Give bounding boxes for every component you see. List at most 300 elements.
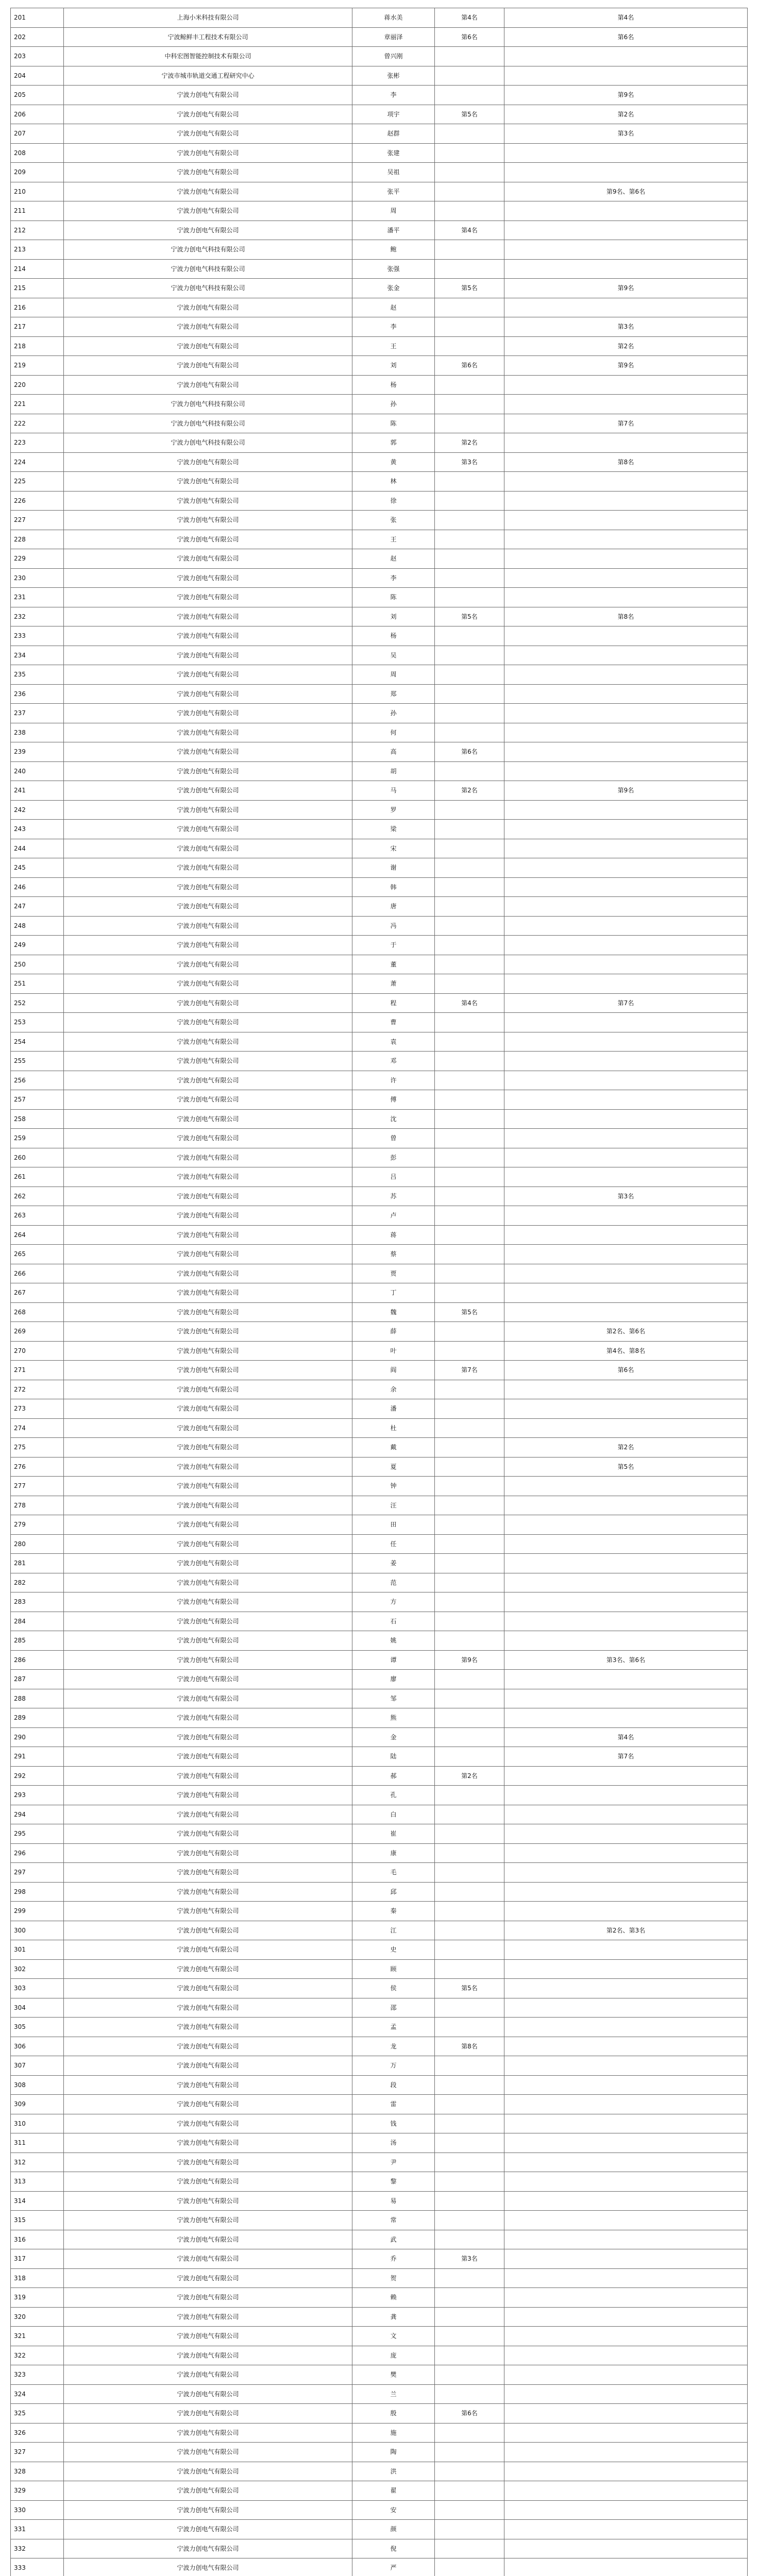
row-number-cell: 203	[11, 47, 64, 66]
note-cell	[504, 1689, 748, 1708]
company-cell: 宁波力创电气有限公司	[64, 1902, 352, 1921]
company-cell: 宁波力创电气有限公司	[64, 742, 352, 762]
company-cell: 宁波力创电气有限公司	[64, 2191, 352, 2211]
table-body	[11, 8, 748, 2576]
person-cell: 汪	[352, 1496, 435, 1515]
note-cell	[504, 1225, 748, 1245]
table-row	[11, 279, 748, 298]
row-number-cell: 257	[11, 1090, 64, 1110]
note-cell	[504, 163, 748, 182]
row-number-cell: 297	[11, 1863, 64, 1883]
note-cell	[504, 1534, 748, 1554]
note-cell	[504, 472, 748, 492]
row-number-cell: 296	[11, 1843, 64, 1863]
rank-cell	[435, 472, 504, 492]
note-cell	[504, 1959, 748, 1979]
row-number-cell: 322	[11, 2346, 64, 2365]
table-row	[11, 993, 748, 1013]
note-cell	[504, 1090, 748, 1110]
note-cell	[504, 877, 748, 897]
note-cell	[504, 2095, 748, 2114]
person-cell: 范	[352, 1573, 435, 1592]
table-row	[11, 1670, 748, 1689]
person-cell: 尹	[352, 2153, 435, 2172]
table-row	[11, 2211, 748, 2230]
person-cell: 邹	[352, 1689, 435, 1708]
rank-cell	[435, 1225, 504, 1245]
row-number-cell: 249	[11, 936, 64, 955]
company-cell: 宁波力创电气有限公司	[64, 723, 352, 742]
person-cell: 刘	[352, 607, 435, 626]
row-number-cell: 226	[11, 491, 64, 511]
row-number-cell: 304	[11, 1998, 64, 2018]
table-row	[11, 2520, 748, 2539]
note-cell	[504, 259, 748, 279]
rank-cell	[435, 2230, 504, 2249]
company-cell: 宁波力创电气有限公司	[64, 530, 352, 549]
note-cell	[504, 704, 748, 723]
rank-cell	[435, 2558, 504, 2576]
row-number-cell: 223	[11, 433, 64, 453]
row-number-cell: 327	[11, 2443, 64, 2462]
table-row	[11, 1477, 748, 1496]
table-row	[11, 221, 748, 240]
rank-cell	[435, 1689, 504, 1708]
company-cell: 宁波力创电气有限公司	[64, 298, 352, 317]
table-row	[11, 588, 748, 607]
rank-cell: 第5名	[435, 105, 504, 124]
rank-cell	[435, 1322, 504, 1342]
company-cell: 宁波力创电气有限公司	[64, 2288, 352, 2308]
table-row	[11, 1747, 748, 1767]
row-number-cell: 251	[11, 974, 64, 994]
note-cell	[504, 568, 748, 588]
note-cell	[504, 2307, 748, 2327]
note-cell: 第2名	[504, 105, 748, 124]
note-cell	[504, 723, 748, 742]
company-cell: 宁波力创电气有限公司	[64, 2153, 352, 2172]
person-cell: 丁	[352, 1283, 435, 1303]
table-row	[11, 800, 748, 820]
note-cell	[504, 2520, 748, 2539]
row-number-cell: 260	[11, 1148, 64, 1167]
company-cell: 宁波力创电气有限公司	[64, 2539, 352, 2558]
note-cell	[504, 1592, 748, 1612]
table-row	[11, 356, 748, 376]
rank-cell	[435, 1109, 504, 1129]
company-cell: 宁波市城市轨道交通工程研究中心	[64, 66, 352, 86]
note-cell	[504, 2075, 748, 2095]
person-cell: 陶	[352, 2443, 435, 2462]
note-cell	[504, 47, 748, 66]
company-cell: 宁波力创电气有限公司	[64, 1631, 352, 1651]
row-number-cell: 275	[11, 1438, 64, 1458]
person-cell: 方	[352, 1592, 435, 1612]
person-cell: 项宇	[352, 105, 435, 124]
person-cell: 陈	[352, 588, 435, 607]
table-row	[11, 1882, 748, 1902]
person-cell: 崔	[352, 1824, 435, 1844]
row-number-cell: 325	[11, 2404, 64, 2424]
note-cell	[504, 974, 748, 994]
note-cell	[504, 684, 748, 704]
table-row	[11, 2404, 748, 2424]
row-number-cell: 272	[11, 1380, 64, 1399]
table-row	[11, 1090, 748, 1110]
table-row	[11, 1979, 748, 1998]
table-row	[11, 1708, 748, 1728]
note-cell	[504, 1670, 748, 1689]
rank-cell	[435, 491, 504, 511]
row-number-cell: 266	[11, 1264, 64, 1283]
table-row	[11, 105, 748, 124]
rank-cell	[435, 1457, 504, 1477]
person-cell: 邵	[352, 1998, 435, 2018]
rank-cell	[435, 2288, 504, 2308]
company-cell: 宁波力创电气有限公司	[64, 1863, 352, 1883]
rank-cell: 第2名	[435, 1766, 504, 1786]
rank-cell	[435, 2056, 504, 2076]
person-cell: 卢	[352, 1206, 435, 1226]
company-cell: 宁波力创电气有限公司	[64, 1824, 352, 1844]
person-cell: 鲍	[352, 240, 435, 260]
note-cell: 第4名、第8名	[504, 1341, 748, 1361]
rank-cell	[435, 143, 504, 163]
table-row	[11, 1902, 748, 1921]
rank-cell	[435, 1882, 504, 1902]
row-number-cell: 284	[11, 1612, 64, 1631]
company-cell: 宁波力创电气有限公司	[64, 1766, 352, 1786]
note-cell	[504, 2056, 748, 2076]
row-number-cell: 265	[11, 1245, 64, 1264]
person-cell: 钱	[352, 2114, 435, 2133]
table-row	[11, 1109, 748, 1129]
row-number-cell: 318	[11, 2268, 64, 2288]
note-cell	[504, 820, 748, 839]
row-number-cell: 206	[11, 105, 64, 124]
rank-cell: 第4名	[435, 8, 504, 28]
rank-cell	[435, 1708, 504, 1728]
rank-cell	[435, 1534, 504, 1554]
table-row	[11, 201, 748, 221]
row-number-cell: 243	[11, 820, 64, 839]
company-cell: 宁波力创电气有限公司	[64, 2481, 352, 2501]
rank-cell	[435, 1670, 504, 1689]
person-cell: 苏	[352, 1187, 435, 1206]
person-cell: 何	[352, 723, 435, 742]
company-cell: 宁波力创电气有限公司	[64, 1264, 352, 1283]
table-row	[11, 1534, 748, 1554]
company-cell: 宁波力创电气有限公司	[64, 2462, 352, 2481]
table-row	[11, 916, 748, 936]
table-row	[11, 1940, 748, 1960]
company-cell: 宁波力创电气有限公司	[64, 2365, 352, 2385]
person-cell: 邱	[352, 1882, 435, 1902]
note-cell	[504, 1418, 748, 1438]
table-row	[11, 1515, 748, 1535]
row-number-cell: 235	[11, 665, 64, 685]
row-number-cell: 270	[11, 1341, 64, 1361]
note-cell	[504, 1399, 748, 1419]
company-cell: 宁波力创电气有限公司	[64, 2327, 352, 2346]
rank-cell	[435, 1612, 504, 1631]
person-cell: 高	[352, 742, 435, 762]
rank-cell	[435, 375, 504, 395]
note-cell	[504, 1902, 748, 1921]
rank-cell	[435, 761, 504, 781]
table-row	[11, 8, 748, 28]
table-row	[11, 1824, 748, 1844]
person-cell: 蒋	[352, 1225, 435, 1245]
rank-cell	[435, 2384, 504, 2404]
table-row	[11, 1032, 748, 1052]
row-number-cell: 208	[11, 143, 64, 163]
rank-cell	[435, 858, 504, 878]
rank-cell: 第4名	[435, 993, 504, 1013]
row-number-cell: 292	[11, 1766, 64, 1786]
row-number-cell: 314	[11, 2191, 64, 2211]
person-cell: 汤	[352, 2133, 435, 2153]
company-cell: 宁波力创电气有限公司	[64, 1882, 352, 1902]
note-cell	[504, 1631, 748, 1651]
table-row	[11, 936, 748, 955]
row-number-cell: 213	[11, 240, 64, 260]
table-row	[11, 1148, 748, 1167]
company-cell: 宁波力创电气有限公司	[64, 800, 352, 820]
company-cell: 宁波力创电气有限公司	[64, 1129, 352, 1148]
table-row	[11, 1361, 748, 1380]
rank-cell	[435, 2133, 504, 2153]
table-row	[11, 1129, 748, 1148]
note-cell: 第9名	[504, 781, 748, 801]
company-cell: 宁波力创电气有限公司	[64, 1843, 352, 1863]
person-cell: 杜	[352, 1418, 435, 1438]
rank-cell	[435, 1090, 504, 1110]
rank-cell	[435, 2268, 504, 2288]
table-row	[11, 1225, 748, 1245]
note-cell	[504, 1515, 748, 1535]
note-cell	[504, 626, 748, 646]
table-row	[11, 723, 748, 742]
rank-cell	[435, 2075, 504, 2095]
company-cell: 宁波力创电气有限公司	[64, 2558, 352, 2576]
company-cell: 宁波力创电气有限公司	[64, 2520, 352, 2539]
person-cell: 马	[352, 781, 435, 801]
row-number-cell: 317	[11, 2249, 64, 2269]
table-row	[11, 626, 748, 646]
rank-cell: 第5名	[435, 279, 504, 298]
rank-cell	[435, 877, 504, 897]
company-cell: 宁波力创电气有限公司	[64, 1477, 352, 1496]
row-number-cell: 274	[11, 1418, 64, 1438]
rank-cell	[435, 1032, 504, 1052]
row-number-cell: 333	[11, 2558, 64, 2576]
company-cell: 宁波力创电气有限公司	[64, 163, 352, 182]
rank-cell: 第9名	[435, 1650, 504, 1670]
note-cell: 第7名	[504, 414, 748, 433]
person-cell: 倪	[352, 2539, 435, 2558]
note-cell	[504, 298, 748, 317]
person-cell: 周	[352, 665, 435, 685]
note-cell: 第9名	[504, 356, 748, 376]
company-cell: 宁波力创电气有限公司	[64, 1283, 352, 1303]
company-cell: 宁波力创电气有限公司	[64, 336, 352, 356]
table-row	[11, 2307, 748, 2327]
person-cell: 顾	[352, 1959, 435, 1979]
row-number-cell: 236	[11, 684, 64, 704]
company-cell: 宁波力创电气有限公司	[64, 897, 352, 917]
row-number-cell: 217	[11, 317, 64, 337]
rank-cell	[435, 2423, 504, 2443]
table-row	[11, 27, 748, 47]
row-number-cell: 320	[11, 2307, 64, 2327]
person-cell: 李	[352, 86, 435, 105]
rank-cell	[435, 974, 504, 994]
row-number-cell: 291	[11, 1747, 64, 1767]
rank-cell	[435, 2307, 504, 2327]
row-number-cell: 321	[11, 2327, 64, 2346]
company-cell: 宁波力创电气有限公司	[64, 1322, 352, 1342]
person-cell: 萧	[352, 974, 435, 994]
person-cell: 李	[352, 568, 435, 588]
table-row	[11, 1438, 748, 1458]
table-row	[11, 549, 748, 569]
row-number-cell: 242	[11, 800, 64, 820]
person-cell: 白	[352, 1805, 435, 1824]
note-cell	[504, 1824, 748, 1844]
company-cell: 宁波力创电气有限公司	[64, 1959, 352, 1979]
note-cell	[504, 2268, 748, 2288]
table-row	[11, 2423, 748, 2443]
rank-cell	[435, 1843, 504, 1863]
row-number-cell: 245	[11, 858, 64, 878]
row-number-cell: 281	[11, 1554, 64, 1573]
table-row	[11, 1187, 748, 1206]
company-cell: 宁波力创电气有限公司	[64, 2346, 352, 2365]
note-cell	[504, 530, 748, 549]
person-cell: 潘	[352, 1399, 435, 1419]
company-cell: 宁波力创电气有限公司	[64, 1650, 352, 1670]
table-row	[11, 317, 748, 337]
table-row	[11, 2327, 748, 2346]
person-cell: 杨	[352, 626, 435, 646]
note-cell	[504, 1167, 748, 1187]
person-cell: 武	[352, 2230, 435, 2249]
rank-cell: 第6名	[435, 2404, 504, 2424]
row-number-cell: 225	[11, 472, 64, 492]
person-cell: 孟	[352, 2018, 435, 2037]
company-cell: 宁波力创电气有限公司	[64, 2172, 352, 2192]
row-number-cell: 279	[11, 1515, 64, 1535]
table-row	[11, 820, 748, 839]
person-cell: 钟	[352, 1477, 435, 1496]
note-cell	[504, 2558, 748, 2576]
note-cell	[504, 646, 748, 665]
company-cell: 宁波力创电气有限公司	[64, 1032, 352, 1052]
table-row	[11, 1283, 748, 1303]
row-number-cell: 237	[11, 704, 64, 723]
note-cell	[504, 2037, 748, 2056]
company-cell: 宁波力创电气有限公司	[64, 356, 352, 376]
row-number-cell: 290	[11, 1727, 64, 1747]
person-cell: 雷	[352, 2095, 435, 2114]
note-cell: 第8名	[504, 607, 748, 626]
table-row	[11, 2018, 748, 2037]
row-number-cell: 238	[11, 723, 64, 742]
table-row	[11, 761, 748, 781]
row-number-cell: 283	[11, 1592, 64, 1612]
table-row	[11, 2365, 748, 2385]
rank-cell	[435, 936, 504, 955]
row-number-cell: 306	[11, 2037, 64, 2056]
company-cell: 宁波力创电气科技有限公司	[64, 433, 352, 453]
person-cell: 廖	[352, 1670, 435, 1689]
table-row	[11, 1612, 748, 1631]
person-cell: 庞	[352, 2346, 435, 2365]
rank-cell	[435, 1573, 504, 1592]
rank-cell	[435, 1940, 504, 1960]
company-cell: 宁波力创电气科技有限公司	[64, 414, 352, 433]
rank-cell	[435, 549, 504, 569]
rank-cell: 第4名	[435, 221, 504, 240]
company-cell: 宁波力创电气有限公司	[64, 2404, 352, 2424]
note-cell	[504, 2365, 748, 2385]
rank-cell	[435, 723, 504, 742]
note-cell: 第9名	[504, 279, 748, 298]
company-cell: 宁波力创电气科技有限公司	[64, 395, 352, 414]
note-cell	[504, 1708, 748, 1728]
row-number-cell: 219	[11, 356, 64, 376]
row-number-cell: 287	[11, 1670, 64, 1689]
note-cell	[504, 1805, 748, 1824]
row-number-cell: 253	[11, 1013, 64, 1032]
row-number-cell: 313	[11, 2172, 64, 2192]
table-row	[11, 2268, 748, 2288]
table-row	[11, 2075, 748, 2095]
table-row	[11, 839, 748, 858]
row-number-cell: 239	[11, 742, 64, 762]
company-cell: 宁波力创电气有限公司	[64, 375, 352, 395]
company-cell: 中科宏图智能控制技术有限公司	[64, 47, 352, 66]
rank-cell	[435, 2018, 504, 2037]
company-cell: 宁波力创电气有限公司	[64, 761, 352, 781]
company-cell: 宁波力创电气有限公司	[64, 1998, 352, 2018]
row-number-cell: 215	[11, 279, 64, 298]
table-row	[11, 897, 748, 917]
company-cell: 宁波力创电气科技有限公司	[64, 240, 352, 260]
row-number-cell: 329	[11, 2481, 64, 2501]
table-row	[11, 1302, 748, 1322]
person-cell: 毛	[352, 1863, 435, 1883]
rank-cell: 第2名	[435, 433, 504, 453]
rank-cell: 第3名	[435, 2249, 504, 2269]
note-cell: 第9名、第6名	[504, 182, 748, 201]
note-cell	[504, 1573, 748, 1592]
rank-cell	[435, 2346, 504, 2365]
note-cell	[504, 1129, 748, 1148]
rank-cell	[435, 2327, 504, 2346]
table-row	[11, 2288, 748, 2308]
rank-cell	[435, 800, 504, 820]
company-cell: 宁波力创电气有限公司	[64, 1013, 352, 1032]
rank-cell	[435, 1052, 504, 1071]
company-cell: 宁波力创电气有限公司	[64, 1457, 352, 1477]
rank-cell	[435, 2172, 504, 2192]
row-number-cell: 293	[11, 1786, 64, 1805]
note-cell	[504, 761, 748, 781]
note-cell	[504, 1940, 748, 1960]
note-cell	[504, 1071, 748, 1090]
